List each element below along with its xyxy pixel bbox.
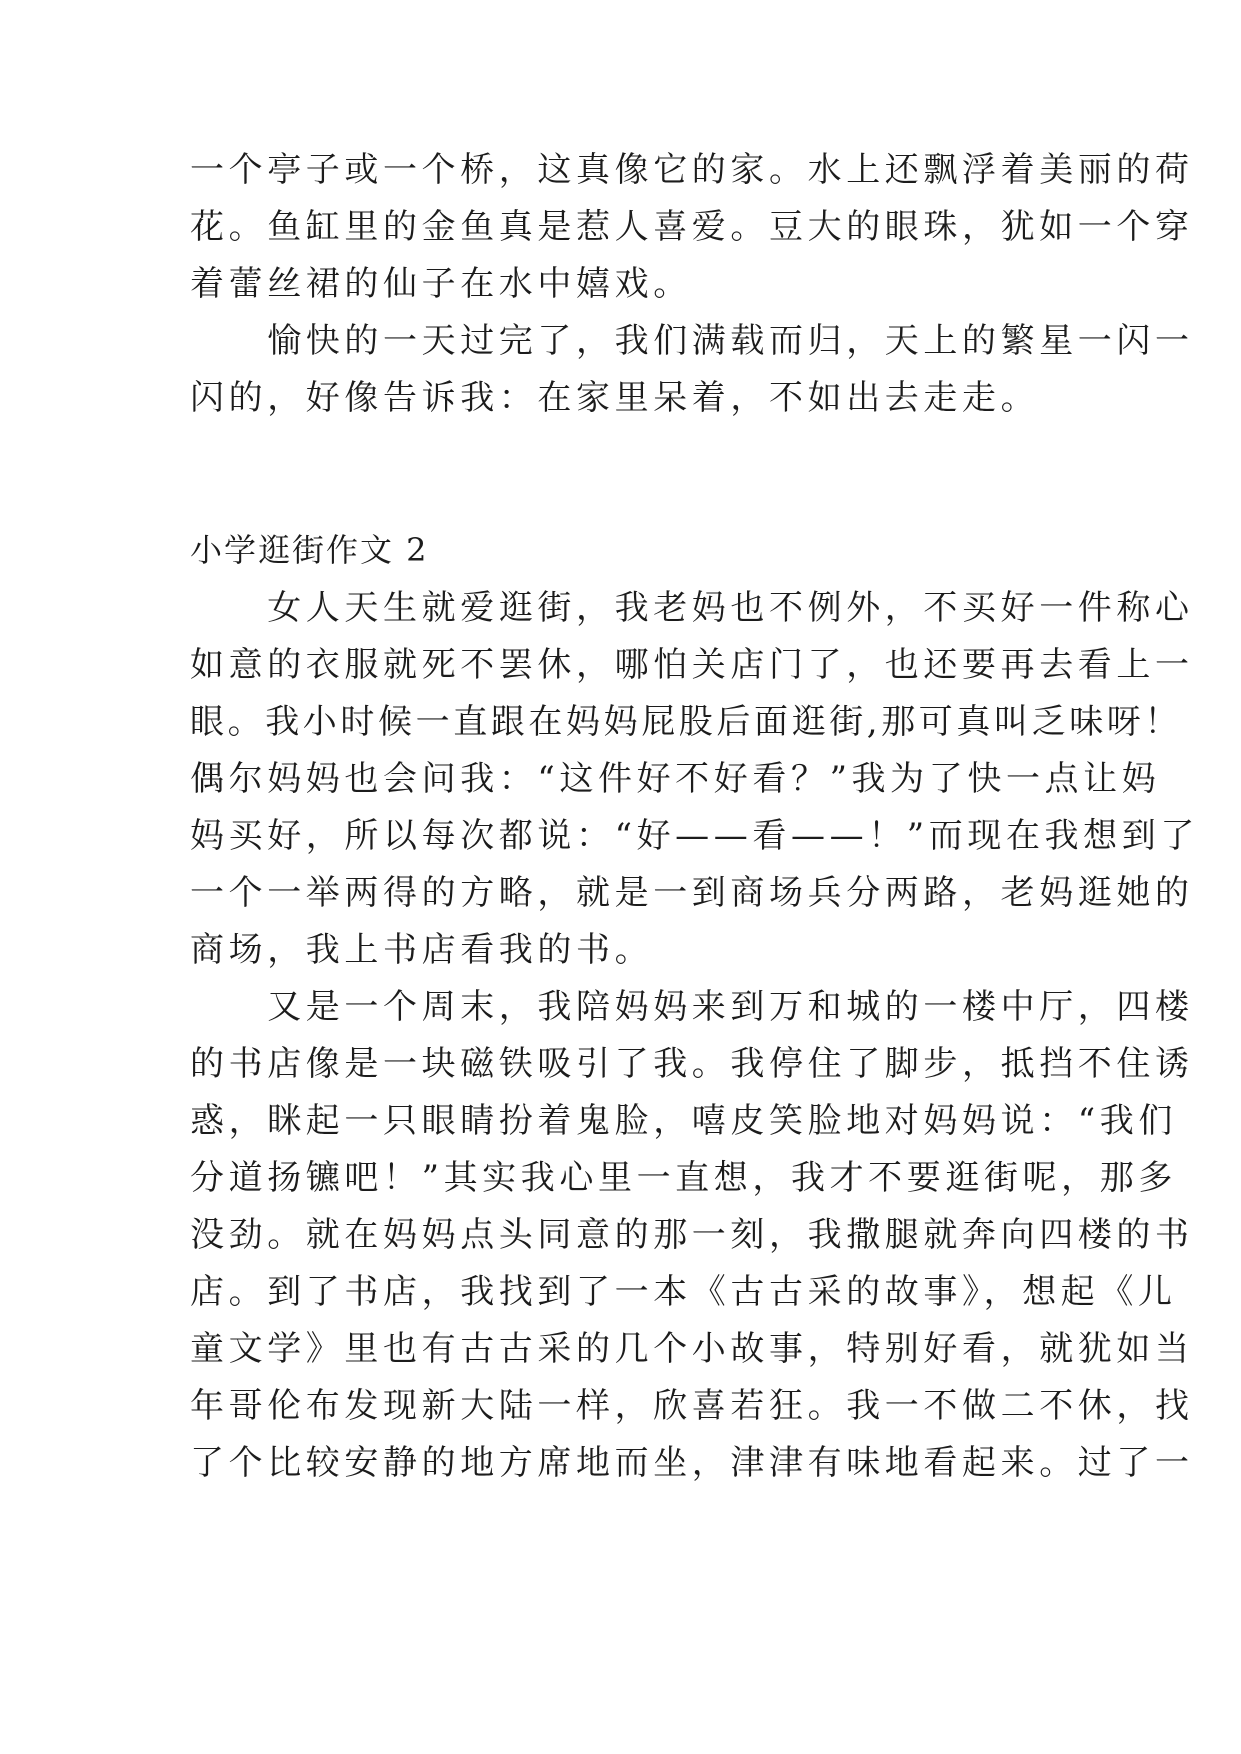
text-line: 偶尔妈妈也会问我：“这件好不好看？”我为了快一点让妈 xyxy=(190,759,1161,799)
text-line: 女人天生就爱逛街，我老妈也不例外，不买好一件称心 xyxy=(190,588,1194,628)
text-line: 没劲。就在妈妈点头同意的那一刻，我撒腿就奔向四楼的书 xyxy=(190,1215,1194,1255)
text-line: 眼。我小时候一直跟在妈妈屁股后面逛街,那可真叫乏味呀！ xyxy=(190,702,1183,742)
text-line: 商场，我上书店看我的书。 xyxy=(190,930,654,970)
text-line: 童文学》里也有古古采的几个小故事，特别好看，就犹如当 xyxy=(190,1329,1194,1369)
text-line: 愉快的一天过完了，我们满载而归，天上的繁星一闪一 xyxy=(190,321,1194,361)
text-line: 闪的，好像告诉我：在家里呆着，不如出去走走。 xyxy=(190,378,1040,418)
text-line: 了个比较安静的地方席地而坐，津津有味地看起来。过了一 xyxy=(190,1443,1194,1483)
text-line: 着蕾丝裙的仙子在水中嬉戏。 xyxy=(190,264,692,304)
text-line: 店。到了书店，我找到了一本《古古采的故事》，想起《儿 xyxy=(190,1272,1177,1312)
text-line: 一个亭子或一个桥，这真像它的家。水上还飘浮着美丽的荷 xyxy=(190,150,1194,190)
text-line: 的书店像是一块磁铁吸引了我。我停住了脚步，抵挡不住诱 xyxy=(190,1044,1194,1084)
text-line: 又是一个周末，我陪妈妈来到万和城的一楼中厅，四楼 xyxy=(190,987,1194,1027)
text-line: 年哥伦布发现新大陆一样，欣喜若狂。我一不做二不休，找 xyxy=(190,1386,1194,1426)
essay-heading: 小学逛街作文 2 xyxy=(190,531,429,569)
text-line: 惑，眯起一只眼睛扮着鬼脸，嘻皮笑脸地对妈妈说：“我们 xyxy=(190,1101,1177,1141)
text-line: 妈买好，所以每次都说：“好——看——！”而现在我想到了 xyxy=(190,816,1199,856)
text-line: 花。鱼缸里的金鱼真是惹人喜爱。豆大的眼珠，犹如一个穿 xyxy=(190,207,1194,247)
text-line: 分道扬镳吧！”其实我心里一直想，我才不要逛街呢，那多 xyxy=(190,1158,1177,1198)
text-line: 一个一举两得的方略，就是一到商场兵分两路，老妈逛她的 xyxy=(190,873,1194,913)
text-line: 如意的衣服就死不罢休，哪怕关店门了，也还要再去看上一 xyxy=(190,645,1194,685)
